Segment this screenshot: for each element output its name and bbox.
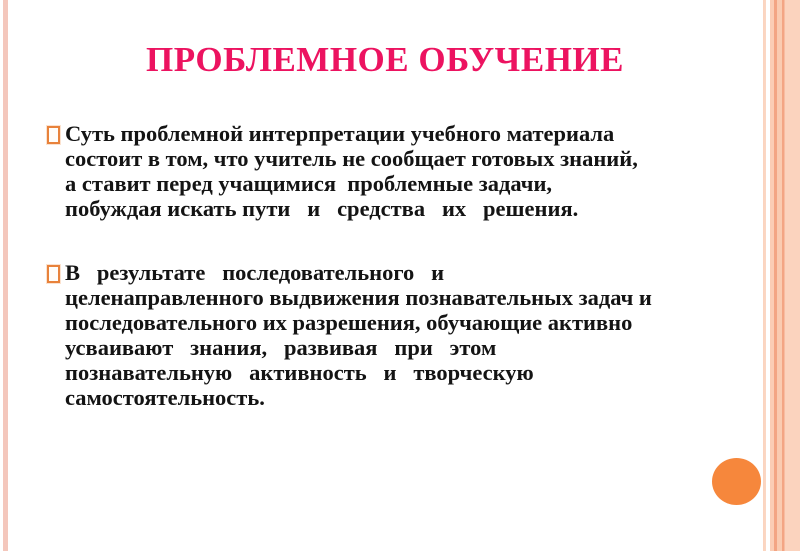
text-line: познавательную активность и творческую bbox=[65, 360, 534, 385]
text-line: усваивают знания, развивая при этом bbox=[65, 335, 497, 360]
slide-body bbox=[47, 121, 763, 410]
text-line: последовательного их разрешения, обучающие активно bbox=[65, 310, 633, 335]
bullet-paragraph bbox=[65, 260, 652, 410]
text-line: побуждая искать пути и средства их решения. bbox=[65, 196, 579, 221]
text-line: целенаправленного выдвижения познавательных задач и bbox=[65, 285, 652, 310]
bullet-item bbox=[47, 260, 763, 410]
text-line: состоит в том, что учитель не сообщает готовых знаний, bbox=[65, 146, 638, 171]
right-accent-stripes bbox=[763, 0, 800, 551]
hollow-square-bullet-icon bbox=[47, 126, 60, 144]
slide-title: ПРОБЛЕМНОЕ ОБУЧЕНИЕ bbox=[145, 40, 625, 79]
orange-circle-decoration bbox=[712, 458, 761, 505]
text-line: а ставит перед учащимися проблемные задачи, bbox=[65, 171, 553, 196]
text-line: Суть проблемной интерпретации учебного материала bbox=[65, 121, 615, 146]
bullet-paragraph bbox=[65, 121, 638, 221]
text-line: В результате последовательного и bbox=[65, 260, 445, 285]
hollow-square-bullet-icon bbox=[47, 265, 60, 283]
bullet-item bbox=[47, 121, 763, 221]
text-line: самостоятельность. bbox=[65, 385, 265, 410]
left-accent-line bbox=[3, 0, 8, 551]
